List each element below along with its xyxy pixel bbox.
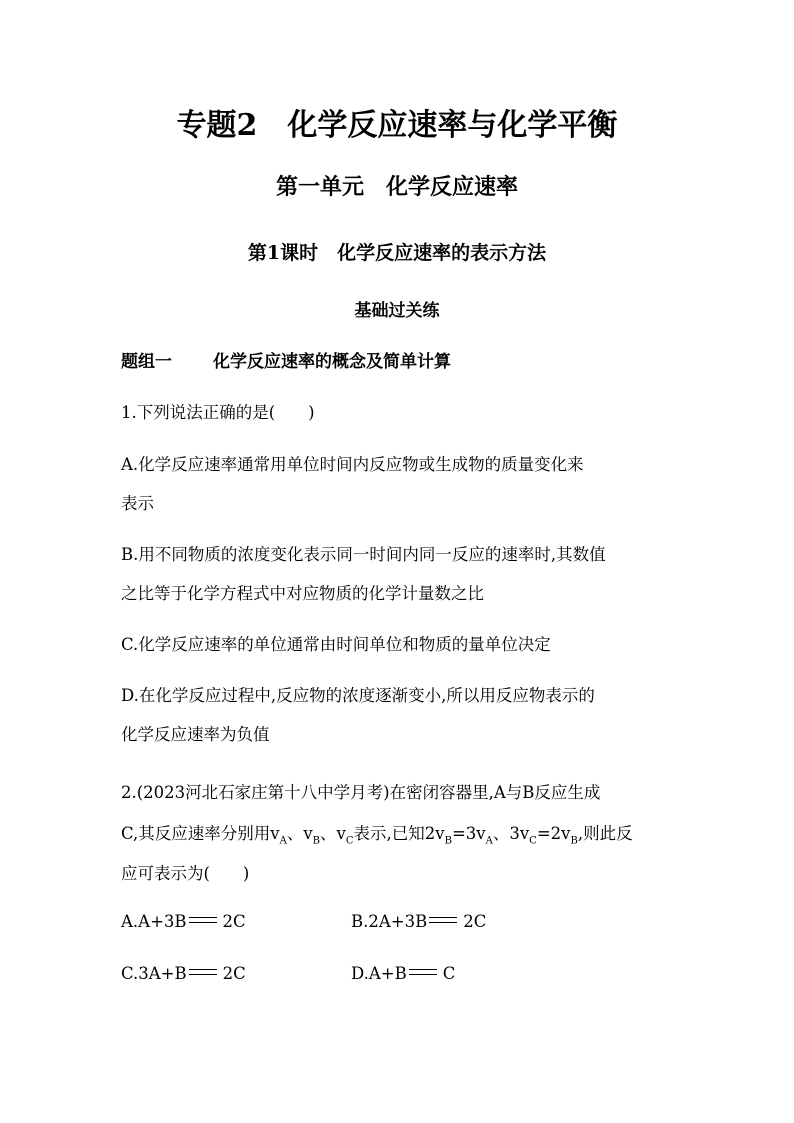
group-label: 题组一 (121, 352, 172, 372)
q2-stem-line2: C,其反应速率分别用$v_A$、$v_B$、$v_C$表示,已知$2v_B=3v_A$、$3v_C=2v_B$,则此反 (121, 824, 633, 847)
q1-option-d-line1: D.在化学反应过程中,反应物的浓度逐渐变小,所以用反应物表示的 (121, 686, 595, 705)
group-text: 化学反应速率的概念及简单计算 (213, 352, 451, 372)
q1-option-c: C.化学反应速率的单位通常由时间单位和物质的量单位决定 (121, 635, 551, 654)
q2-stem-line3: 应可表示为( ) (121, 864, 250, 883)
equals-arrow-icon (189, 969, 217, 975)
q1-option-b-line2: 之比等于化学方程式中对应物质的化学计量数之比 (121, 584, 484, 603)
lesson-heading: 第1课时 化学反应速率的表示方法 (247, 242, 547, 264)
q1-option-d-line2: 化学反应速率为负值 (121, 725, 270, 744)
q2-option-b: B.2A+3B 2C (351, 912, 487, 931)
q1-stem: 1.下列说法正确的是( ) (121, 403, 315, 422)
q2-stem-line1: 2.(2023河北石家庄第十八中学月考)在密闭容器里,A与B反应生成 (121, 783, 601, 802)
q1-option-a-line2: 表示 (121, 494, 154, 513)
q2-option-c: C.3A+B 2C (121, 964, 246, 983)
equals-arrow-icon (409, 969, 437, 975)
q2-option-a: A.A+3B 2C (121, 912, 246, 931)
q2-option-d: D.A+B C (351, 964, 456, 983)
q1-option-b-line1: B.用不同物质的浓度变化表示同一时间内同一反应的速率时,其数值 (121, 545, 606, 564)
equals-arrow-icon (429, 917, 457, 923)
q1-option-a-line1: A.化学反应速率通常用单位时间内反应物或生成物的质量变化来 (121, 455, 584, 474)
equals-arrow-icon (189, 917, 217, 923)
question-group-heading (121, 347, 451, 372)
page-title: 专题2 化学反应速率与化学平衡 (176, 108, 618, 143)
practice-heading: 基础过关练 (354, 301, 440, 321)
unit-heading: 第一单元 化学反应速率 (275, 174, 518, 200)
